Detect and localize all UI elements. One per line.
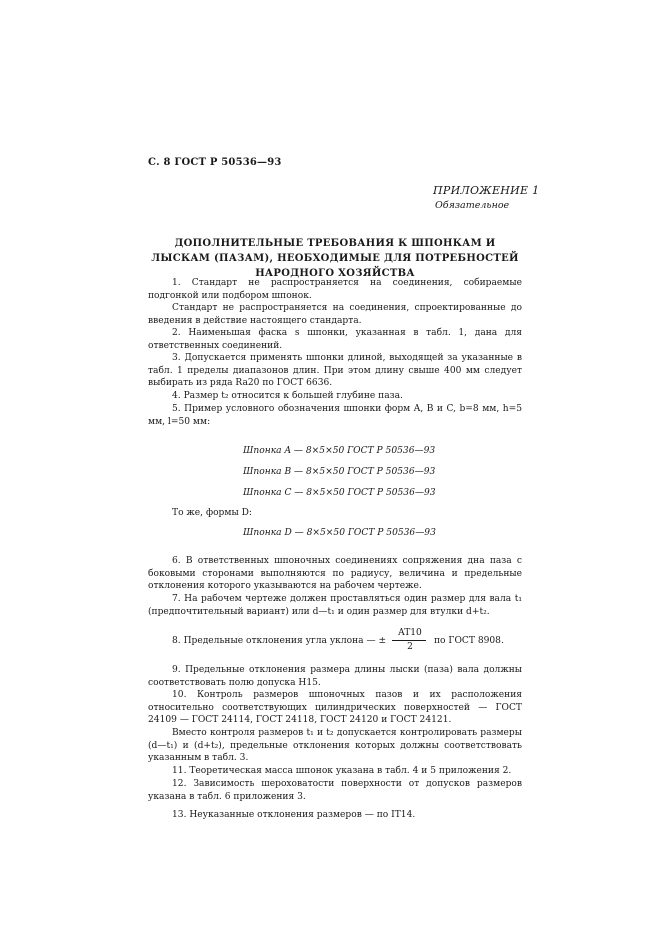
paragraph-7: 7. На рабочем чертеже должен проставляться один размер для вала t₁ (предпочтительный вариант) или d—t₁ и один размер для втулки d+t₂. bbox=[148, 594, 522, 617]
paragraph-12: 12. Зависимость шероховатости поверхности от допусков размеров указана в табл. 6 приложения 3. bbox=[148, 779, 522, 802]
fraction-numerator: AT10 bbox=[398, 628, 422, 638]
formula-d: Шпонка D — 8×5×50 ГОСТ Р 50536—93 bbox=[243, 528, 436, 538]
formula-c: Шпонка C — 8×5×50 ГОСТ Р 50536—93 bbox=[243, 488, 436, 498]
paragraph-13: 13. Неуказанные отклонения размеров — по IT14. bbox=[172, 810, 416, 820]
appendix-subtitle: Обязательное bbox=[435, 200, 510, 211]
paragraph-10b: Вместо контроля размеров t₁ и t₂ допускается контролировать размеры (d—t₁) и (d+t₂), предельные отклонения которых должны соответствовать указанным в табл. 3. bbox=[148, 728, 522, 763]
paragraph-3: 3. Допускается применять шпонки длиной, выходящей за указанные в табл. 1 пределы диапазонов длин. При этом длину свыше 400 мм следует выбирать из ряда Ra20 по ГОСТ 6636. bbox=[148, 353, 522, 388]
paragraph-4: 4. Размер t₂ относится к большей глубине паза. bbox=[172, 391, 403, 401]
appendix-title: ПРИЛОЖЕНИЕ 1 bbox=[433, 184, 540, 197]
paragraph-9: 9. Предельные отклонения размера длины лыски (паза) вала должны соответствовать полю допуска H15. bbox=[148, 665, 522, 688]
paragraph-10: 10. Контроль размеров шпоночных пазов и их расположения относительно соответствующих цилиндрических поверхностей — ГОСТ 24109 — ГОСТ 24114, ГОСТ 24118, ГОСТ 24120 и ГОСТ 24121. bbox=[148, 690, 522, 725]
fraction-denominator: 2 bbox=[407, 642, 413, 652]
paragraph-8-lead: 8. Предельные отклонения угла уклона — ± bbox=[172, 636, 387, 646]
paragraph-1b: Стандарт не распространяется на соединения, спроектированные до введения в действие настоящего стандарта. bbox=[148, 303, 522, 326]
formula-b: Шпонка B — 8×5×50 ГОСТ Р 50536—93 bbox=[243, 467, 436, 477]
paragraph-1: 1. Стандарт не распространяется на соединения, собираемые подгонкой или подбором шпонок. bbox=[148, 278, 522, 301]
paragraph-11: 11. Теоретическая масса шпонок указана в табл. 4 и 5 приложения 2. bbox=[172, 766, 512, 776]
paragraph-2: 2. Наименьшая фаска s шпонки, указанная в табл. 1, дана для ответственных соединений. bbox=[148, 328, 522, 351]
section-heading: ДОПОЛНИТЕЛЬНЫЕ ТРЕБОВАНИЯ К ШПОНКАМ И ЛЫСКАМ (ПАЗАМ), НЕОБХОДИМЫЕ ДЛЯ ПОТРЕБНОСТЕЙ НАРОДНОГО ХОЗЯЙСТВА bbox=[151, 238, 519, 279]
fraction-bar bbox=[392, 640, 426, 641]
paragraph-6: 6. В ответственных шпоночных соединениях сопряжения дна паза с боковыми сторонами выполняются по радиусу, величина и предельные отклонения которого указываются на рабочем чертеже. bbox=[148, 556, 522, 591]
same-form-d-label: То же, формы D: bbox=[172, 508, 252, 518]
paragraph-8-tail: по ГОСТ 8908. bbox=[434, 636, 504, 646]
page-header: С. 8 ГОСТ Р 50536—93 bbox=[148, 157, 282, 168]
formula-a: Шпонка A — 8×5×50 ГОСТ Р 50536—93 bbox=[243, 446, 436, 456]
paragraph-5: 5. Пример условного обозначения шпонки форм A, B и C, b=8 мм, h=5 мм, l=50 мм: bbox=[148, 404, 522, 427]
